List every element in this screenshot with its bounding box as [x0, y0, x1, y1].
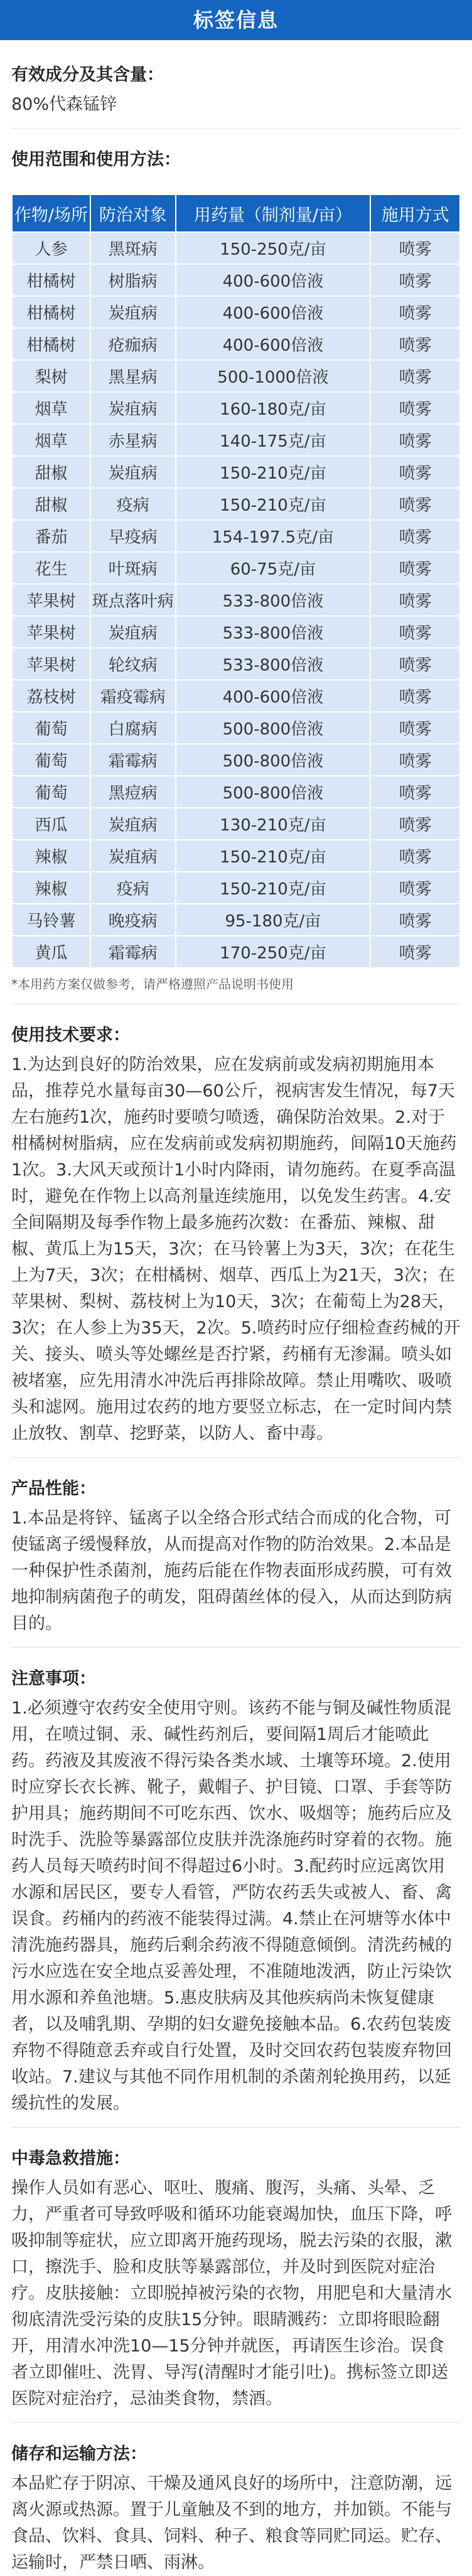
cell-target: 炭疽病	[90, 456, 176, 488]
cell-crop: 苹果树	[12, 616, 90, 648]
cell-target: 早疫病	[90, 520, 176, 552]
cell-method: 喷雾	[370, 360, 460, 392]
cell-crop: 苹果树	[12, 648, 90, 680]
cell-target: 炭疽病	[90, 616, 176, 648]
table-row	[12, 360, 460, 392]
cell-dosage: 150-210克/亩	[176, 456, 371, 488]
cell-dosage: 533-800倍液	[176, 648, 371, 680]
cell-crop: 梨树	[12, 360, 90, 392]
cell-dosage: 160-180克/亩	[176, 392, 371, 424]
cell-method: 喷雾	[370, 520, 460, 552]
technical-label: 使用技术要求：	[11, 1026, 130, 1045]
cell-method: 喷雾	[370, 808, 460, 840]
cell-target: 轮纹病	[90, 648, 176, 680]
cell-target: 黑星病	[90, 360, 176, 392]
cell-target: 炭疽病	[90, 840, 176, 872]
page-header	[0, 0, 472, 40]
cell-method: 喷雾	[370, 424, 460, 456]
column-header-target: 防治对象	[90, 194, 176, 232]
storage-label: 储存和运输方法：	[11, 2444, 147, 2464]
cell-dosage: 154-197.5克/亩	[176, 520, 371, 552]
first-aid-text: 操作人员如有恶心、呕吐、腹痛、腹泻，头痛、头晕、乏力，严重者可导致呼吸和循环功能衰竭加快，血压下降，呼吸抑制等症状，应立即离开施药现场，脱去污染的衣服，漱口，擦洗手、脸和皮肤等暴露部位，并及时到医院对症治疗。皮肤接触：立即脱掉被污染的衣物，用肥皂和大量清水彻底清洗受污染的皮肤15分钟。眼睛溅药：立即将眼睑翻开，用清水冲洗10—15分钟并就医，再请医生诊治。误食者立即催吐、洗胃、导泻(清醒时才能引吐)。携标签立即送医院对症治疗，忌油类食物，禁酒。	[11, 2178, 452, 2409]
cell-target: 赤星病	[90, 424, 176, 456]
table-row	[12, 264, 460, 296]
cell-method: 喷雾	[370, 328, 460, 360]
divider	[11, 128, 461, 129]
table-row	[12, 936, 460, 968]
table-header-row	[12, 194, 460, 232]
cell-target: 炭疽病	[90, 808, 176, 840]
table-row	[12, 680, 460, 712]
cell-method: 喷雾	[370, 936, 460, 968]
column-header-dosage: 用药量（制剂量/亩）	[176, 194, 371, 232]
cell-method: 喷雾	[370, 456, 460, 488]
page-title: 标签信息	[193, 8, 279, 32]
cell-dosage: 533-800倍液	[176, 584, 371, 616]
cell-crop: 苹果树	[12, 584, 90, 616]
divider	[11, 2127, 461, 2128]
cell-crop: 人参	[12, 232, 90, 264]
cell-method: 喷雾	[370, 264, 460, 296]
table-row	[12, 776, 460, 808]
cell-dosage: 400-600倍液	[176, 680, 371, 712]
technical-text: 1.为达到良好的防治效果，应在发病前或发病初期施用本品，推荐兑水量每亩30—60公斤，视病害发生情况，每7天左右施药1次，施药时要喷匀喷透，确保防治效果。2.对于柑橘树树脂病，应在发病前或发病初期施药，间隔10天施药1次。3.大风天或预计1小时内降雨，请勿施药。在夏季高温时，避免在作物上以高剂量连续施用，以免发生药害。4.安全间隔期及每季作物上最多施药次数：在番茄、辣椒、甜椒、黄瓜上为15天，3次；在马铃薯上为3天，3次；在花生上为7天，3次；在柑橘树、烟草、西瓜上为21天，3次；在苹果树、梨树、荔枝树上为10天，3次；在葡萄上为28天，3次；在人参上为35天，2次。5.喷药时应仔细检查药械的开关、接头、喷头等处螺丝是否拧紧，药桶有无渗漏。喷头如被堵塞，应先用清水冲洗后再排除故障。禁止用嘴吹、吸喷头和滤网。施用过农药的地方要竖立标志，在一定时间内禁止放牧、割草、挖野菜，以防人、畜中毒。	[11, 1055, 461, 1443]
cell-crop: 柑橘树	[12, 264, 90, 296]
cell-dosage: 500-800倍液	[176, 712, 371, 744]
divider	[11, 2422, 461, 2423]
cell-crop: 马铃薯	[12, 904, 90, 936]
cell-crop: 西瓜	[12, 808, 90, 840]
cell-method: 喷雾	[370, 616, 460, 648]
cell-method: 喷雾	[370, 232, 460, 264]
cell-crop: 花生	[12, 552, 90, 584]
table-row	[12, 584, 460, 616]
cell-method: 喷雾	[370, 552, 460, 584]
divider	[11, 1457, 461, 1458]
reference-note: *本用药方案仅做参考，请严格遵照产品说明书使用	[11, 977, 294, 992]
cell-method: 喷雾	[370, 648, 460, 680]
cell-dosage: 533-800倍液	[176, 616, 371, 648]
cell-target: 叶斑病	[90, 552, 176, 584]
table-row	[12, 904, 460, 936]
cell-target: 白腐病	[90, 712, 176, 744]
table-row	[12, 488, 460, 520]
cell-crop: 柑橘树	[12, 328, 90, 360]
cell-target: 晚疫病	[90, 904, 176, 936]
table-row	[12, 712, 460, 744]
cell-method: 喷雾	[370, 712, 460, 744]
cell-target: 炭疽病	[90, 392, 176, 424]
performance-text: 1.本品是将锌、锰离子以全络合形式结合而成的化合物，可使锰离子缓慢释放，从而提高对作物的防治效果。2.本品是一种保护性杀菌剂，施药后能在作物表面形成药膜，可有效地抑制病菌孢子的萌发，阻碍菌丝体的侵入，从而达到防病目的。	[11, 1508, 452, 1633]
cell-target: 斑点落叶病	[90, 584, 176, 616]
table-row	[12, 872, 460, 904]
table-row	[12, 232, 460, 264]
first-aid-label: 中毒急救措施：	[11, 2149, 130, 2168]
ingredient-value: 80%代森锰锌	[11, 95, 117, 114]
cell-dosage: 150-250克/亩	[176, 232, 371, 264]
performance-label: 产品性能：	[11, 1479, 96, 1498]
cell-target: 霜疫霉病	[90, 680, 176, 712]
table-row	[12, 616, 460, 648]
cell-crop: 辣椒	[12, 872, 90, 904]
cell-crop: 甜椒	[12, 488, 90, 520]
table-row	[12, 328, 460, 360]
cell-dosage: 400-600倍液	[176, 264, 371, 296]
cell-crop: 烟草	[12, 392, 90, 424]
cell-crop: 葡萄	[12, 776, 90, 808]
cell-method: 喷雾	[370, 296, 460, 328]
cell-dosage: 95-180克/亩	[176, 904, 371, 936]
cell-target: 树脂病	[90, 264, 176, 296]
divider	[11, 1647, 461, 1648]
cell-method: 喷雾	[370, 584, 460, 616]
cell-method: 喷雾	[370, 392, 460, 424]
cell-crop: 葡萄	[12, 712, 90, 744]
table-row	[12, 552, 460, 584]
cell-dosage: 150-210克/亩	[176, 488, 371, 520]
cell-dosage: 400-600倍液	[176, 296, 371, 328]
cell-dosage: 150-210克/亩	[176, 872, 371, 904]
cell-crop: 葡萄	[12, 744, 90, 776]
cell-target: 疫病	[90, 488, 176, 520]
table-row	[12, 648, 460, 680]
cell-dosage: 60-75克/亩	[176, 552, 371, 584]
cell-target: 霜霉病	[90, 744, 176, 776]
registration-table-body	[12, 232, 460, 968]
table-row	[12, 840, 460, 872]
cell-target: 炭疽病	[90, 296, 176, 328]
table-row	[12, 808, 460, 840]
cell-dosage: 500-800倍液	[176, 744, 371, 776]
cell-target: 黑斑病	[90, 232, 176, 264]
cell-method: 喷雾	[370, 488, 460, 520]
cell-target: 疫病	[90, 872, 176, 904]
table-row	[12, 296, 460, 328]
table-row	[12, 520, 460, 552]
cell-dosage: 130-210克/亩	[176, 808, 371, 840]
cell-method: 喷雾	[370, 872, 460, 904]
cell-crop: 荔枝树	[12, 680, 90, 712]
storage-text: 本品贮存于阴凉、干燥及通风良好的场所中，注意防潮，远离火源或热源。置于儿童触及不到的地方，并加锁。不能与食品、饮料、食具、饲料、种子、粮食等同贮同运。贮存、运输时，严禁日晒、雨淋。	[11, 2474, 452, 2572]
cell-crop: 辣椒	[12, 840, 90, 872]
table-row	[12, 456, 460, 488]
cell-dosage: 500-1000倍液	[176, 360, 371, 392]
ingredient-label: 有效成分及其含量：	[11, 65, 164, 85]
cell-method: 喷雾	[370, 904, 460, 936]
cell-dosage: 400-600倍液	[176, 328, 371, 360]
column-header-method: 施用方式	[370, 194, 460, 232]
table-row	[12, 392, 460, 424]
cell-dosage: 150-210克/亩	[176, 840, 371, 872]
table-row	[12, 424, 460, 456]
cell-crop: 黄瓜	[12, 936, 90, 968]
column-header-crop: 作物/场所	[12, 194, 90, 232]
cell-dosage: 170-250克/亩	[176, 936, 371, 968]
precautions-text: 1.必须遵守农药安全使用守则。该药不能与铜及碱性物质混用，在喷过铜、汞、碱性药剂后，要间隔1周后才能喷此药。药液及其废液不得污染各类水域、土壤等环境。2.使用时应穿长衣长裤、靴子，戴帽子、护目镜、口罩、手套等防护用具；施药期间不可吃东西、饮水、吸烟等；施药后应及时洗手、洗脸等暴露部位皮肤并洗涤施药时穿着的衣物。施药人员每天喷药时间不得超过6小时。3.配药时应远离饮用水源和居民区，要专人看管，严防农药丢失或被人、畜、禽误食。药桶内的药液不能装得过满。4.禁止在河塘等水体中清洗施药器具，施药后剩余药液不得随意倾倒。清洗药械的污水应选在安全地点妥善处理，不准随地泼洒，防止污染饮用水源和养鱼池塘。5.惠皮肤病及其他疾病尚未恢复健康者，以及哺乳期、孕期的妇女避免接触本品。6.农药包装废弃物不得随意丢弃或自行处置，及时交回农药包装废弃物回收站。7.建议与其他不同作用机制的杀菌剂轮换用药，以延缓抗性的发展。	[11, 1699, 452, 2113]
cell-method: 喷雾	[370, 680, 460, 712]
cell-dosage: 500-800倍液	[176, 776, 371, 808]
label-content	[0, 63, 472, 2576]
usage-scope-label: 使用范围和使用方法：	[11, 150, 181, 169]
cell-target: 霜霉病	[90, 936, 176, 968]
cell-target: 疮痂病	[90, 328, 176, 360]
cell-method: 喷雾	[370, 744, 460, 776]
cell-method: 喷雾	[370, 776, 460, 808]
precautions-label: 注意事项：	[11, 1669, 96, 1688]
cell-crop: 烟草	[12, 424, 90, 456]
cell-dosage: 140-175克/亩	[176, 424, 371, 456]
registration-table	[11, 194, 461, 968]
cell-crop: 番茄	[12, 520, 90, 552]
cell-method: 喷雾	[370, 840, 460, 872]
cell-target: 黑痘病	[90, 776, 176, 808]
cell-crop: 甜椒	[12, 456, 90, 488]
cell-crop: 柑橘树	[12, 296, 90, 328]
table-row	[12, 744, 460, 776]
